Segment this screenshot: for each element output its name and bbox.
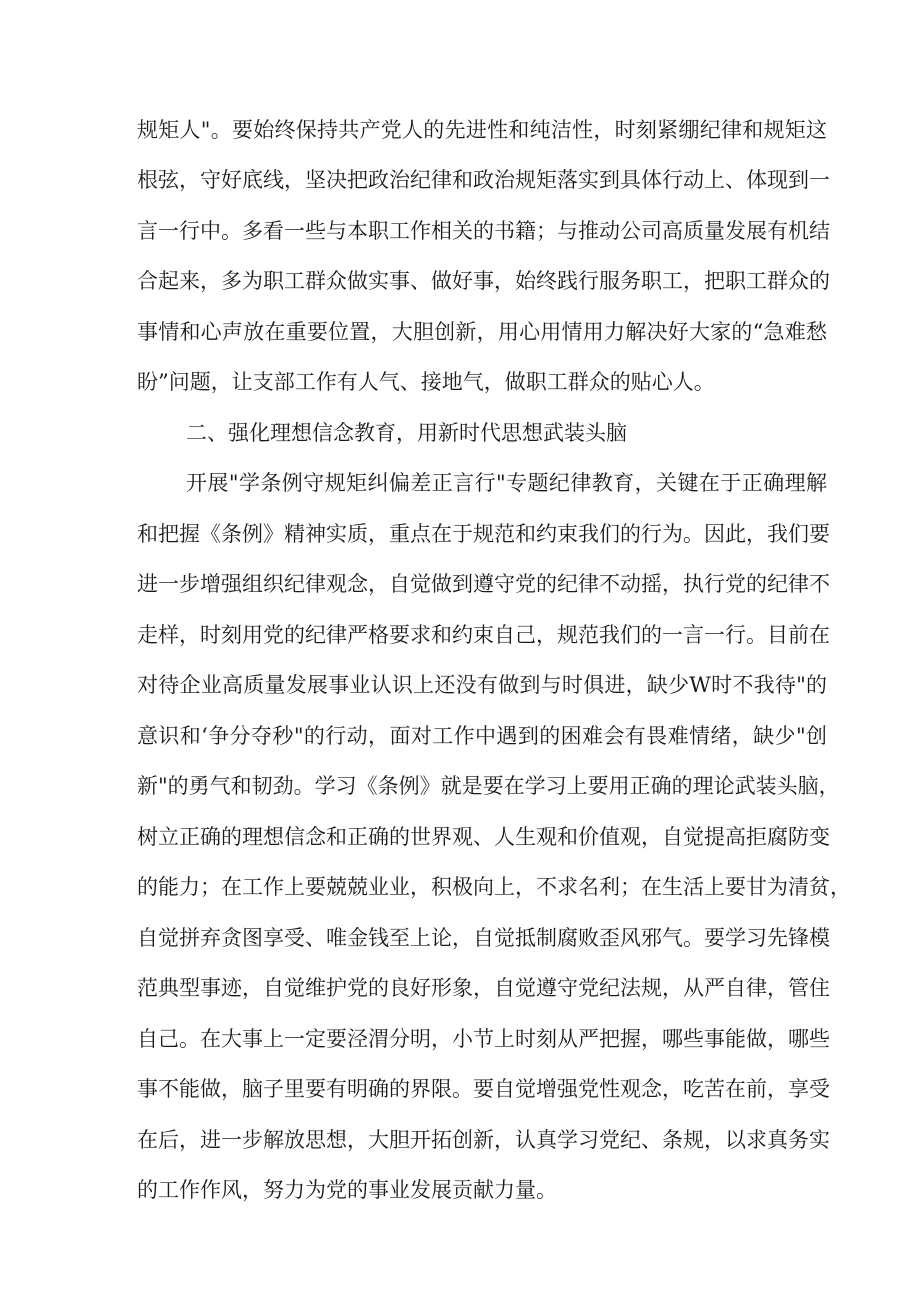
paragraph-2-line-2: 和把握《条例》精神实质，重点在于规范和约束我们的行为。因此，我们要 (137, 522, 830, 546)
paragraph-1-line-1: 规矩人"。要始终保持共产党人的先进性和纯洁性，时刻紧绷纪律和规矩这 (137, 118, 827, 142)
paragraph-1-line-4: 合起来，多为职工群众做实事、做好事，始终践行服务职工，把职工群众的 (137, 269, 830, 293)
paragraph-2-line-5: 对待企业高质量发展事业认识上还没有做到与时俱进，缺少W时不我待"的 (137, 673, 827, 697)
paragraph-1-line-3: 言一行中。多看一些与本职工作相关的书籍；与推动公司高质量发展有机结 (137, 219, 830, 243)
paragraph-1-line-6: 盼”问题，让支部工作有人气、接地气，做职工群众的贴心人。 (137, 370, 715, 394)
paragraph-2-line-3: 进一步增强组织纪律观念，自觉做到遵守党的纪律不动摇，执行党的纪律不 (137, 572, 830, 596)
paragraph-1-line-5: 事情和心声放在重要位置，大胆创新，用心用情用力解决好大家的“急难愁 (137, 320, 827, 344)
paragraph-2-line-11: 范典型事迹，自觉维护党的良好形象，自觉遵守党纪法规，从严自律，管住 (137, 976, 830, 1000)
paragraph-1-line-2: 根弦，守好底线，坚决把政治纪律和政治规矩落实到具体行动上、体现到一 (137, 168, 830, 192)
paragraph-2-line-1: 开展"学条例守规矩纠偏差正言行"专题纪律教育，关键在于正确理解 (186, 471, 827, 495)
section-heading-2: 二、强化理想信念教育，用新时代思想武装头脑 (186, 421, 627, 445)
paragraph-2-line-7: 新"的勇气和韧劲。学习《条例》就是要在学习上要用正确的理论武装头脑， (137, 774, 840, 798)
paragraph-2-line-15: 的工作作风，努力为党的事业发展贡献力量。 (137, 1178, 557, 1202)
paragraph-2-line-12: 自己。在大事上一定要泾渭分明，小节上时刻从严把握，哪些事能做，哪些 (137, 1027, 830, 1051)
paragraph-2-line-8: 树立正确的理想信念和正确的世界观、人生观和价值观，自觉提高拒腐防变 (137, 825, 830, 849)
paragraph-2-line-10: 自觉拼弃贪图享受、唯金钱至上论，自觉抵制腐败歪风邪气。要学习先锋模 (137, 926, 830, 950)
paragraph-2-line-14: 在后，进一步解放思想，大胆开拓创新，认真学习党纪、条规，以求真务实 (137, 1128, 830, 1152)
paragraph-2-line-6: 意识和‘争分夺秒"的行动，面对工作中遇到的困难会有畏难情绪，缺少"创 (137, 724, 827, 748)
paragraph-2-line-13: 事不能做，脑子里要有明确的界限。要自觉增强党性观念，吃苦在前，享受 (137, 1077, 830, 1101)
paragraph-2-line-9: 的能力；在工作上要兢兢业业，积极向上，不求名利；在生活上要甘为清贫， (137, 875, 851, 899)
paragraph-2-line-4: 走样，时刻用党的纪律严格要求和约束自己，规范我们的一言一行。目前在 (137, 623, 830, 647)
